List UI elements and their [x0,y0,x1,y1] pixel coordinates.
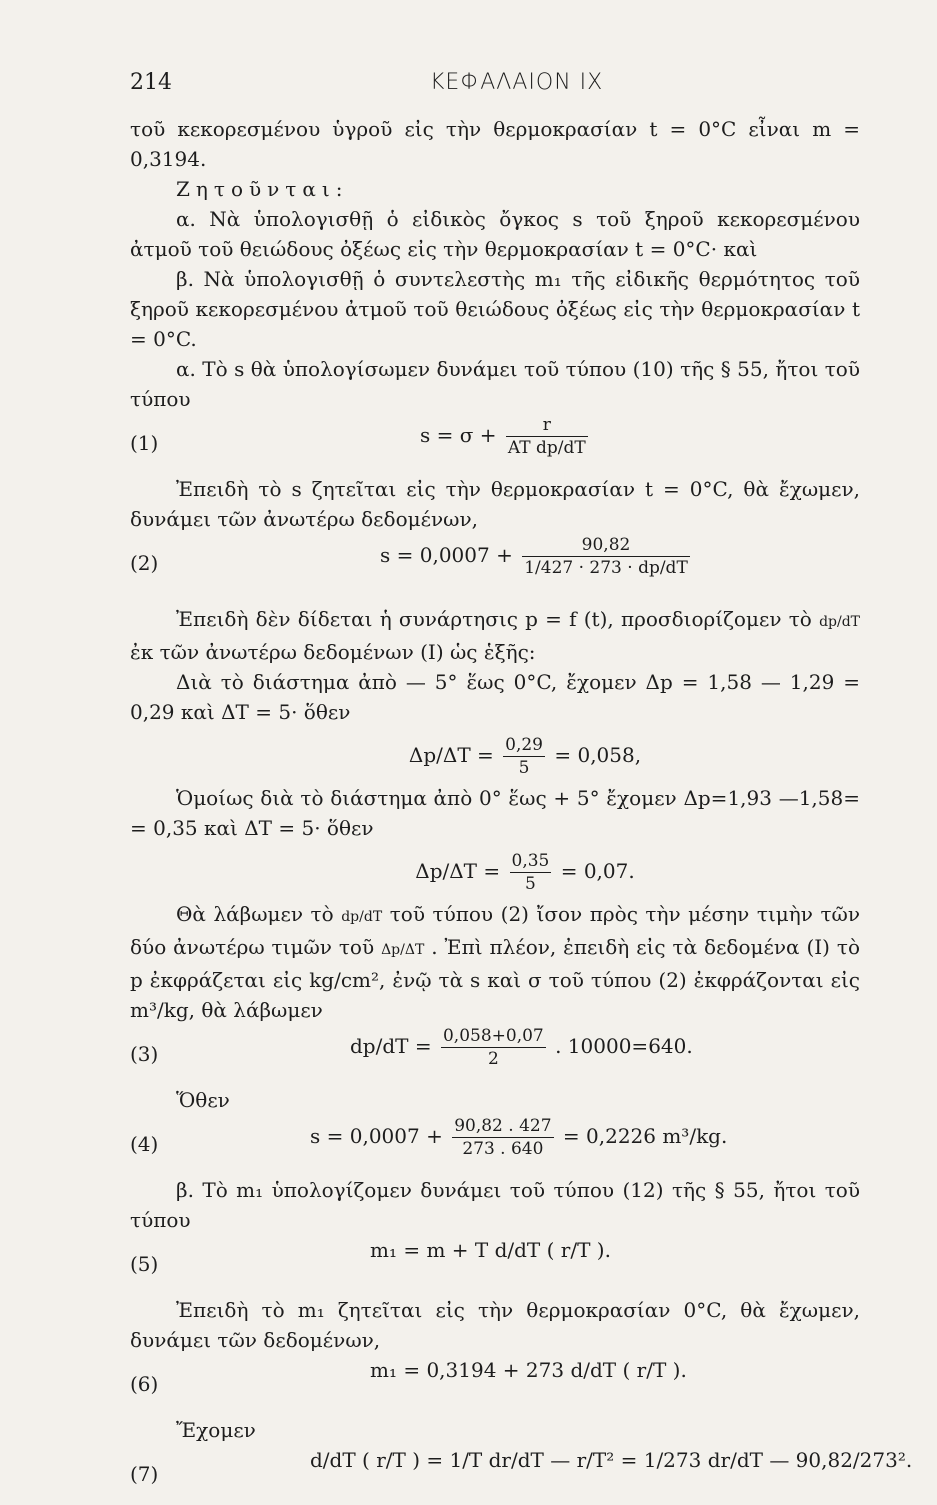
derivative: dp/dT [341,909,383,925]
equation-lhs: s = 0,0007 + [380,543,513,567]
equation-lhs: s = 0,0007 + [310,1124,443,1148]
equation-number: (5) [130,1252,159,1276]
fraction [522,534,690,579]
equation-number: (4) [130,1132,159,1156]
text-line: τοῦ κεκορεσμένου ὑγροῦ εἰς τὴν θερμοκρασίαν t = 0°C εἶναι m = 0,3194. [130,117,860,171]
text-line: Ἔχομεν [176,1418,256,1442]
text-paragraph [130,899,860,1025]
equation-lhs: Δp/ΔT = [408,743,494,767]
text-paragraph: β. Τὸ m₁ ὑπολογίζομεν δυνάμει τοῦ τύπου (12) τῆς § 55, ἤτοι τοῦ τύπου [130,1178,860,1232]
equation-a1 [130,727,860,783]
text-paragraph: Ὁμοίως διὰ τὸ διάστημα ἀπὸ 0° ἕως + 5° ἔχομεν Δp=1,93 —1,58= = 0,35 καὶ ΔT = 5· ὅθεν [130,786,860,840]
page-body [130,114,913,1505]
fraction [441,1025,546,1070]
text-span: τοῦ τύπου (2) ἴσον πρὸς τὴν μέσην τιμὴν τῶν δύο ἀνωτέρω τιμῶν τοῦ [130,902,860,959]
equation-7 [130,1445,913,1505]
equation-rhs: = 0,058, [554,743,642,767]
numerator: 0,35 [511,851,550,871]
equation-rhs: . 10000=640. [555,1034,693,1058]
text-paragraph: Ἐπειδὴ τὸ m₁ ζητεῖται εἰς τὴν θερμοκρασίαν 0°C, θὰ ἔχωμεν, δυνάμει τῶν δεδομένων, [130,1298,860,1352]
equation-number: (1) [130,431,159,455]
fraction [452,1115,553,1160]
numerator: 90,82 [522,534,690,557]
chapter-title: ΚΕΦΑΛΑΙΟΝ IX [430,70,604,95]
text-paragraph: β. Νὰ ὑπολογισθῇ ὁ συντελεστὴς m₁ τῆς εἰδικῆς θερμότητος τοῦ ξηροῦ κεκορεσμένου ἀτμοῦ τοῦ θειώδους ὀξέως εἰς τὴν θερμοκρασίαν t = 0°C. [130,267,860,351]
page-number: 214 [130,70,172,95]
numerator: 0,058+0,07 [442,1026,544,1046]
fraction [506,414,588,459]
equation-rhs: = 0,2226 m³/kg. [562,1124,728,1148]
difference-ratio: Δp/ΔT [381,942,425,958]
text-paragraph: Διὰ τὸ διάστημα ἀπὸ — 5° ἕως 0°C, ἔχομεν Δp = 1,58 — 1,29 = 0,29 καὶ ΔT = 5· ὅθεν [130,670,860,724]
equation-2 [130,534,860,604]
equation-lhs: s = σ + [420,423,497,447]
equation-6 [130,1355,860,1415]
denominator: AT dp/dT [507,438,586,458]
text-span: . Ἐπὶ πλέον, ἐπειδὴ εἰς τὰ δεδομένα (I) τὸ p ἐκφράζεται εἰς kg/cm², ἐνῷ τὰ s καὶ σ τοῦ τύπου (2) ἐκφράζονται εἰς m³/kg, θὰ λάβωμεν [130,935,861,1022]
equation-1 [130,414,860,474]
equation-lhs: Δp/ΔT = [415,859,501,883]
equation-body: d/dT ( r/T ) = 1/T dr/dT — r/T² = 1/273 dr/dT — 90,82/273². [310,1448,913,1472]
denominator: 273 . 640 [462,1139,544,1159]
equation-body: m₁ = 0,3194 + 273 d/dT ( r/T ). [370,1358,687,1382]
text-paragraph: Ἐπειδὴ τὸ s ζητεῖται εἰς τὴν θερμοκρασίαν t = 0°C, θὰ ἔχωμεν, δυνάμει τῶν ἀνωτέρω δεδομένων, [130,477,860,531]
numerator: 90,82 . 427 [454,1116,552,1136]
equation-rhs: = 0,07. [560,859,635,883]
denominator: 1/427 · 273 · dp/dT [524,558,688,578]
denominator: 2 [487,1049,499,1069]
denominator: 5 [525,874,536,894]
text-span: Θὰ λάβωμεν τὸ [176,902,334,926]
running-header [130,66,850,100]
equation-body: m₁ = m + T d/dT ( r/T ). [370,1238,611,1262]
text-paragraph: α. Τὸ s θὰ ὑπολογίσωμεν δυνάμει τοῦ τύπου (10) τῆς § 55, ἤτοι τοῦ τύπου [130,357,860,411]
fraction [510,850,552,895]
text-line: Ζητοῦνται: [176,177,349,201]
fraction [503,734,545,779]
equation-number: (3) [130,1042,159,1066]
equation-4 [130,1115,860,1175]
equation-3 [130,1025,860,1085]
equation-5 [130,1235,860,1295]
equation-lhs: dp/dT = [350,1034,432,1058]
numerator: r [506,414,588,437]
text-paragraph: α. Νὰ ὑπολογισθῇ ὁ εἰδικὸς ὄγκος s τοῦ ξηροῦ κεκορεσμένου ἀτμοῦ τοῦ θειώδους ὀξέως εἰς τὴν θερμοκρασίαν t = 0°C· καὶ [130,207,860,261]
equation-number: (6) [130,1372,159,1396]
equation-number: (7) [130,1462,159,1486]
equation-number: (2) [130,551,159,575]
derivative: dp/dT [819,614,861,630]
equation-a2 [130,843,860,899]
text-span: Ἐπειδὴ δὲν δίδεται ἡ συνάρτησις p = f (t), προσδιορίζομεν τὸ [176,607,812,631]
denominator: 5 [518,758,530,778]
text-span: ἐκ τῶν ἀνωτέρω δεδομένων (I) ὡς ἑξῆς: [130,640,536,664]
numerator: 0,29 [505,735,543,755]
text-line: Ὅθεν [176,1088,230,1112]
text-paragraph [130,604,860,667]
